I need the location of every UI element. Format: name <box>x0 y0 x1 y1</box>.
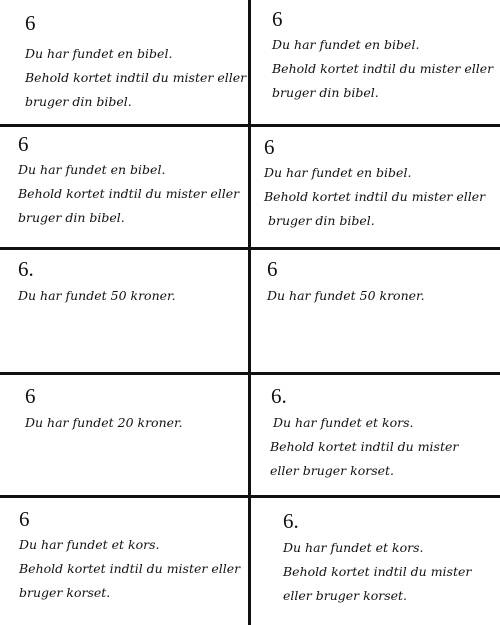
card-text-line: Behold kortet indtil du mister eller <box>272 61 494 76</box>
card-text-line: Du har fundet 20 kroner. <box>25 415 183 430</box>
card-text-line: Du har fundet en bibel. <box>25 46 173 61</box>
card-number: 6 <box>272 7 283 31</box>
card-text-line: bruger korset. <box>19 585 111 600</box>
card-text-line: Du har fundet et kors. <box>283 540 424 555</box>
card-text-line: bruger din bibel. <box>18 210 125 225</box>
card-number: 6. <box>271 384 287 408</box>
card-text-line: eller bruger korset. <box>270 463 394 478</box>
card-number: 6. <box>283 509 299 533</box>
card-text-line: Du har fundet et kors. <box>19 537 160 552</box>
card-number: 6 <box>25 11 36 35</box>
card-text-line: bruger din bibel. <box>272 85 379 100</box>
card-text-line: Du har fundet 50 kroner. <box>267 288 425 303</box>
card-number: 6 <box>264 135 275 159</box>
card-text-line: bruger din bibel. <box>268 213 375 228</box>
card-text-line: Du har fundet en bibel. <box>272 37 420 52</box>
card-text-line: Behold kortet indtil du mister eller <box>19 561 241 576</box>
card-number: 6 <box>267 257 278 281</box>
card-text-line: Behold kortet indtil du mister <box>283 564 472 579</box>
card-text-line: eller bruger korset. <box>283 588 407 603</box>
card-text-line: bruger din bibel. <box>25 94 132 109</box>
card-text-line: Behold kortet indtil du mister eller <box>264 189 486 204</box>
card-number: 6. <box>18 257 34 281</box>
card-text-line: Behold kortet indtil du mister eller <box>18 186 240 201</box>
card-text-line: Behold kortet indtil du mister eller <box>25 70 247 85</box>
row-divider-3 <box>0 372 500 375</box>
row-divider-4 <box>0 495 500 498</box>
row-divider-2 <box>0 247 500 250</box>
card-text-line: Behold kortet indtil du mister <box>270 439 459 454</box>
row-divider-1 <box>0 124 500 127</box>
card-number: 6 <box>18 132 29 156</box>
card-text-line: Du har fundet en bibel. <box>264 165 412 180</box>
card-text-line: Du har fundet et kors. <box>273 415 414 430</box>
vertical-divider <box>248 0 251 625</box>
card-text-line: Du har fundet 50 kroner. <box>18 288 176 303</box>
card-text-line: Du har fundet en bibel. <box>18 162 166 177</box>
card-number: 6 <box>19 507 30 531</box>
card-number: 6 <box>25 384 36 408</box>
